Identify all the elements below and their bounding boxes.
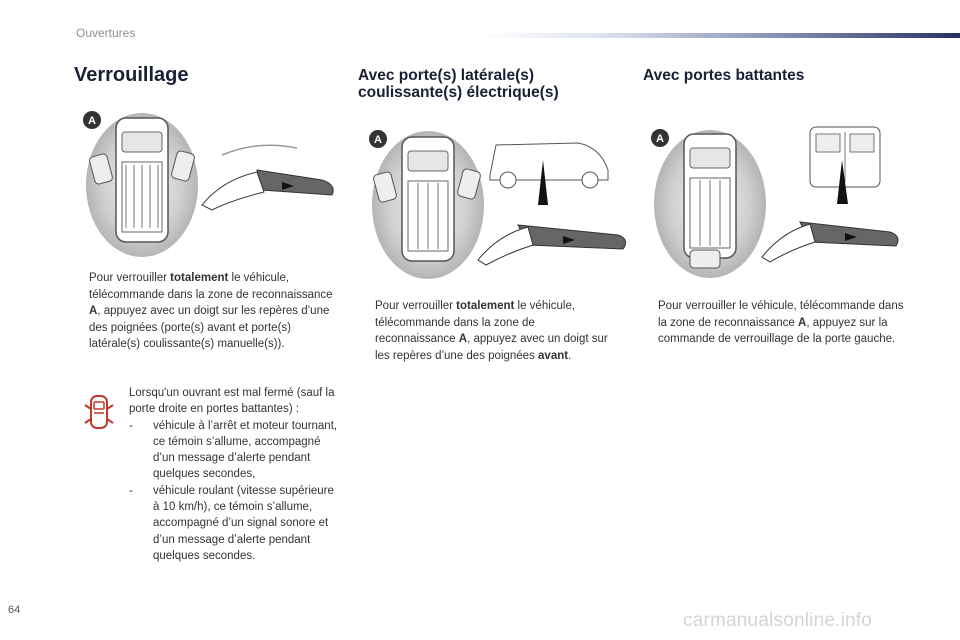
note-item: - véhicule à l’arrêt et moteur tournant, ce témoin s’allume, accompagné d’un message d’alerte pendant quelques secondes, <box>129 419 338 481</box>
door-warning-note <box>129 385 341 564</box>
remote-key-icon <box>690 250 720 268</box>
van-side-view <box>490 143 608 205</box>
figure-verrouillage <box>82 110 342 260</box>
bullet-battantes: Pour verrouiller le véhicule, télécommande dans la zone de reconnaissance A, appuyez sur la commande de verrouillage de la porte gauche. <box>658 300 904 345</box>
note-item: - véhicule roulant (vitesse supérieure à 10 km/h), ce témoin s’allume, accompagné d’un signal sonore et d’un message d’alerte pendant quelques secondes. <box>129 484 334 562</box>
title-battantes: Avec portes battantes <box>643 67 805 84</box>
van-top-view <box>684 134 736 258</box>
section-title: Ouvertures <box>76 26 136 40</box>
figure-battantes <box>650 122 915 282</box>
bullet-laterale: Pour verrouiller totalement le véhicule, télécommande dans la zone de reconnaissance A, appuyez avec un doigt sur les repères d’une des poignées avant. <box>375 300 608 362</box>
figure-laterale <box>368 125 633 285</box>
watermark: carmanualsonline.info <box>683 610 873 631</box>
van-top-view <box>116 118 168 242</box>
header-accent-bar <box>480 33 960 38</box>
hand-on-handle-icon <box>202 145 333 210</box>
note-intro: Lorsqu'un ouvrant est mal fermé (sauf la porte droite en portes battantes) : <box>129 387 335 416</box>
svg-text:A: A <box>656 133 664 145</box>
svg-text:A: A <box>88 115 96 127</box>
title-verrouillage: Verrouillage <box>74 64 189 86</box>
door-open-warning-icon <box>84 393 114 433</box>
bullet-verrouillage: Pour verrouiller totalement le véhicule, télécommande dans la zone de reconnaissance A, appuyez avec un doigt sur les repères d’une des poignées (porte(s) avant et porte(s) latérale(s) coulissante(s) manuelle(s)). <box>89 272 333 350</box>
van-top-view <box>402 137 454 261</box>
title-laterale: Avec porte(s) latérale(s) coulissante(s) électrique(s) <box>358 67 559 101</box>
van-rear-view <box>810 127 880 204</box>
hand-on-handle-icon <box>478 225 626 265</box>
svg-text:A: A <box>374 134 382 146</box>
page-number: 64 <box>8 604 21 616</box>
hand-on-handle-icon <box>762 222 898 262</box>
